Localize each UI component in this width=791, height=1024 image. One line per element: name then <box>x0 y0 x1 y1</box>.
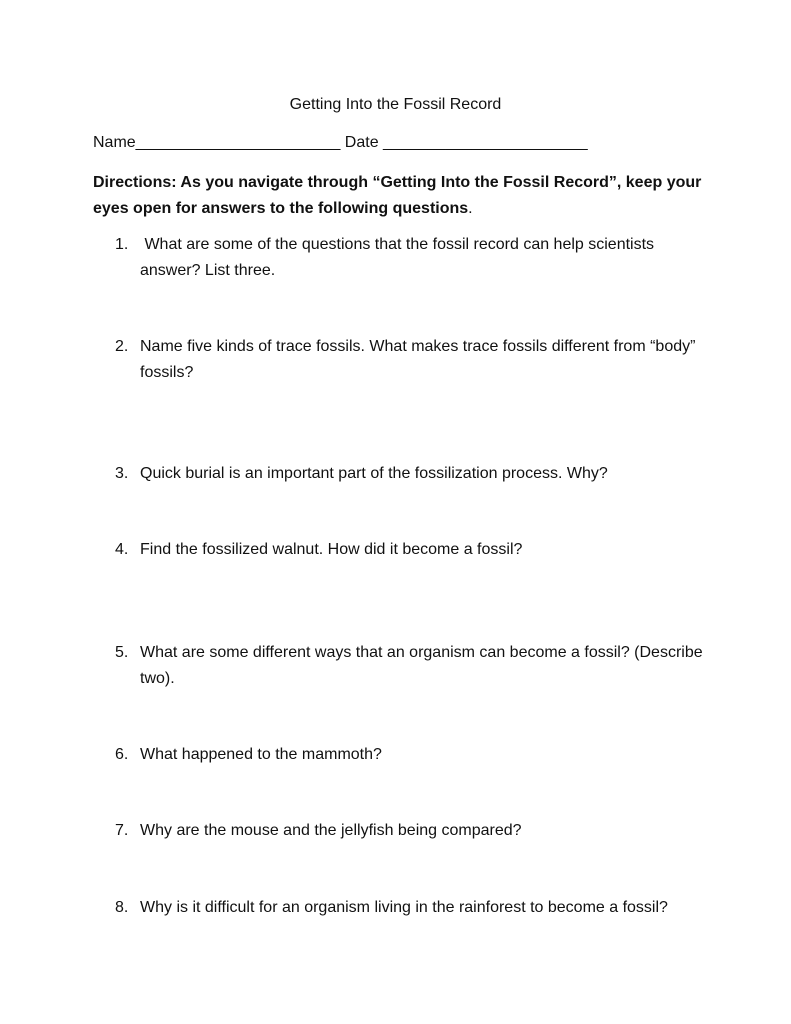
question-number: 3. <box>115 465 129 482</box>
question-3 <box>115 461 705 487</box>
question-text: Why is it difficult for an organism living in the rainforest to become a fossil? <box>140 899 668 916</box>
question-number: 4. <box>115 541 129 558</box>
name-date-line: Name_______________________ Date _______________________ <box>93 134 588 151</box>
question-number: 2. <box>115 338 129 355</box>
question-text: What happened to the mammoth? <box>140 746 382 763</box>
question-number: 6. <box>115 746 129 763</box>
question-4 <box>115 537 705 563</box>
question-number: 5. <box>115 644 129 661</box>
question-text: What are some different ways that an organism can become a fossil? (Describe two). <box>140 644 703 687</box>
question-text: Find the fossilized walnut. How did it become a fossil? <box>140 541 523 558</box>
question-text: Why are the mouse and the jellyfish being compared? <box>140 822 522 839</box>
question-8 <box>115 895 705 921</box>
question-1 <box>115 232 705 284</box>
question-5 <box>115 640 705 692</box>
question-2 <box>115 334 705 386</box>
directions-text: Directions: As you navigate through “Getting Into the Fossil Record”, keep your eyes open for answers to the following questions <box>93 174 702 217</box>
question-text: Quick burial is an important part of the fossilization process. Why? <box>140 465 608 482</box>
question-text: Name five kinds of trace fossils. What makes trace fossils different from “body” fossils? <box>140 338 696 381</box>
question-number: 8. <box>115 899 129 916</box>
directions-end: . <box>468 200 473 217</box>
question-number: 1. <box>115 236 129 253</box>
question-6 <box>115 742 705 768</box>
question-text: What are some of the questions that the fossil record can help scientists answer? List three. <box>140 236 659 279</box>
page-title: Getting Into the Fossil Record <box>289 96 502 113</box>
question-7 <box>115 818 705 844</box>
question-number: 7. <box>115 822 129 839</box>
directions <box>93 170 703 222</box>
